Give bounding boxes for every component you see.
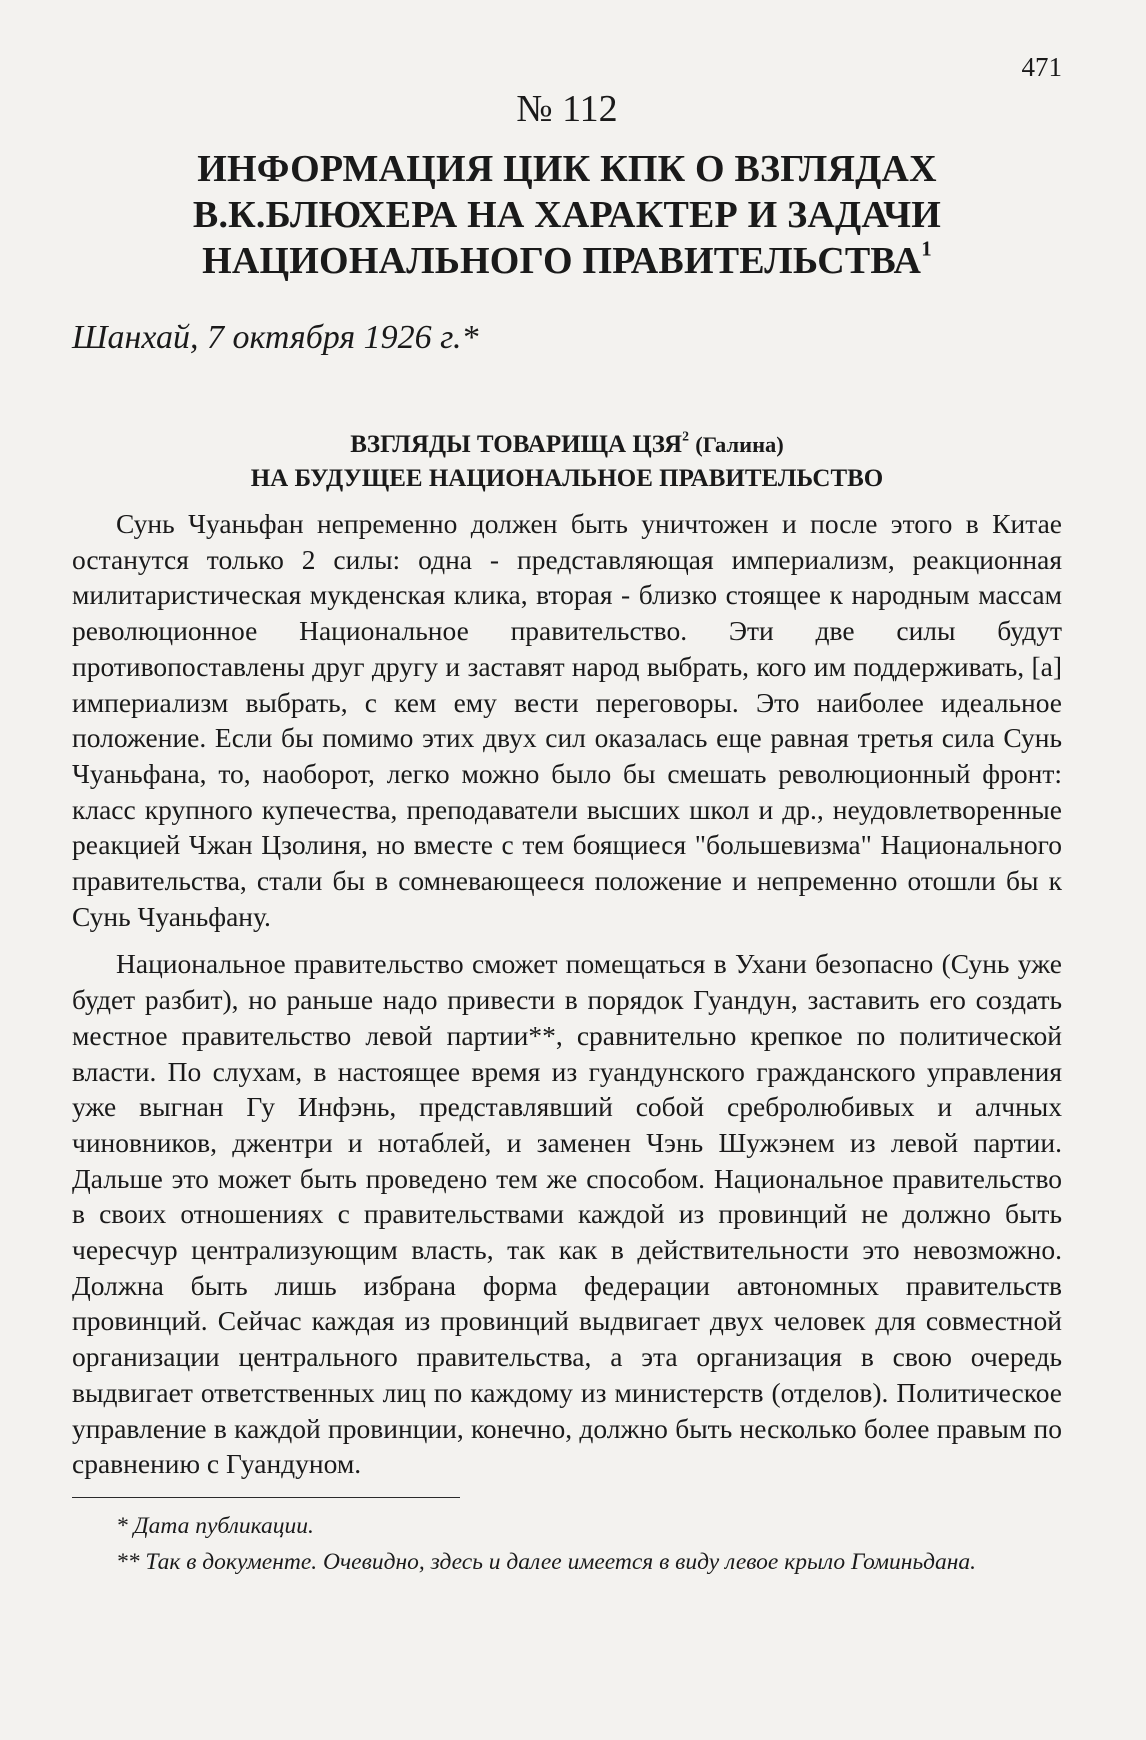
title-line-2: В.К.БЛЮХЕРА НА ХАРАКТЕР И ЗАДАЧИ bbox=[192, 194, 942, 236]
page-number: 471 bbox=[1021, 52, 1062, 82]
subtitle-line-1-text: ВЗГЛЯДЫ ТОВАРИЩА ЦЗЯ bbox=[350, 431, 683, 458]
subtitle-line-1 bbox=[72, 428, 1062, 462]
section-subtitle bbox=[72, 428, 1062, 496]
footnote-2: ** Так в документе. Очевидно, здесь и далее имеется в виду левое крыло Гоминьдана. bbox=[116, 1549, 977, 1575]
subtitle-line-2: НА БУДУЩЕЕ НАЦИОНАЛЬНОЕ ПРАВИТЕЛЬСТВО bbox=[250, 465, 884, 492]
footnote-divider bbox=[72, 1497, 460, 1498]
title-line-3-text: НАЦИОНАЛЬНОГО ПРАВИТЕЛЬСТВА bbox=[202, 240, 922, 282]
footnotes bbox=[72, 1510, 1062, 1582]
footnote-1: * Дата публикации. bbox=[116, 1513, 314, 1539]
title-footnote-ref: 1 bbox=[921, 236, 932, 261]
title-line-3 bbox=[72, 238, 1062, 284]
paragraph-1: Сунь Чуаньфан непременно должен быть уничтожен и после этого в Китае останутся только 2 силы: одна - представляющая империализм, реакционная милитаристическая мукденская клика, вторая - близко стоящее к народным массам революционное Национальное правительство. Эти две силы будут противопоставлены друг другу и заставят народ выбрать, кого им поддерживать, [а] империализм выбрать, с кем ему вести переговоры. Это наиболее идеальное положение. Если бы помимо этих двух сил оказалась еще равная третья сила Сунь Чуаньфана, то, наоборот, легко можно было бы смешать революционный фронт: класс крупного купечества, преподаватели высших школ и др., неудовлетворенные реакцией Чжан Цзолиня, но вместе с тем боящиеся "большевизма" Национального правительства, стали бы в сомневающееся положение и непременно отошли бы к Сунь Чуаньфану. bbox=[72, 508, 1062, 932]
document-page bbox=[72, 0, 1062, 1740]
title-line-1: ИНФОРМАЦИЯ ЦИК КПК О ВЗГЛЯДАХ bbox=[197, 148, 937, 190]
paragraph-2: Национальное правительство сможет помещаться в Ухани безопасно (Сунь уже будет разбит), но раньше надо привести в порядок Гуандун, заставить его создать местное правительство левой партии**, сравнительно крепкое по политической власти. По слухам, в настоящее время из гуандунского гражданского управления уже выгнан Гу Инфэнь, представлявший собой сребролюбивых и алчных чиновников, джентри и нотаблей, и заменен Чэнь Шужэнем из левой партии. Дальше это может быть проведено тем же способом. Национальное правительство в своих отношениях с правительствами каждой из провинций не должно быть чересчур централизующим власть, так как в действительности это невозможно. Должна быть лишь избрана форма федерации автономных правительств провинций. Сейчас каждая из провинций выдвигает двух человек для совместной организации центрального правительства, а эта организация в свою очередь выдвигает ответственных лиц по каждому из министерств (отделов). Политическое управление в каждой провинции, конечно, должно быть несколько более правым по сравнению с Гуандуном. bbox=[72, 948, 1062, 1480]
subtitle-paren: (Галина) bbox=[695, 432, 784, 457]
document-title bbox=[72, 146, 1062, 284]
subtitle-footnote-ref: 2 bbox=[682, 428, 689, 444]
place-date: Шанхай, 7 октября 1926 г.* bbox=[72, 319, 479, 356]
document-number: № 112 bbox=[516, 88, 618, 130]
body-text bbox=[72, 506, 1062, 1494]
